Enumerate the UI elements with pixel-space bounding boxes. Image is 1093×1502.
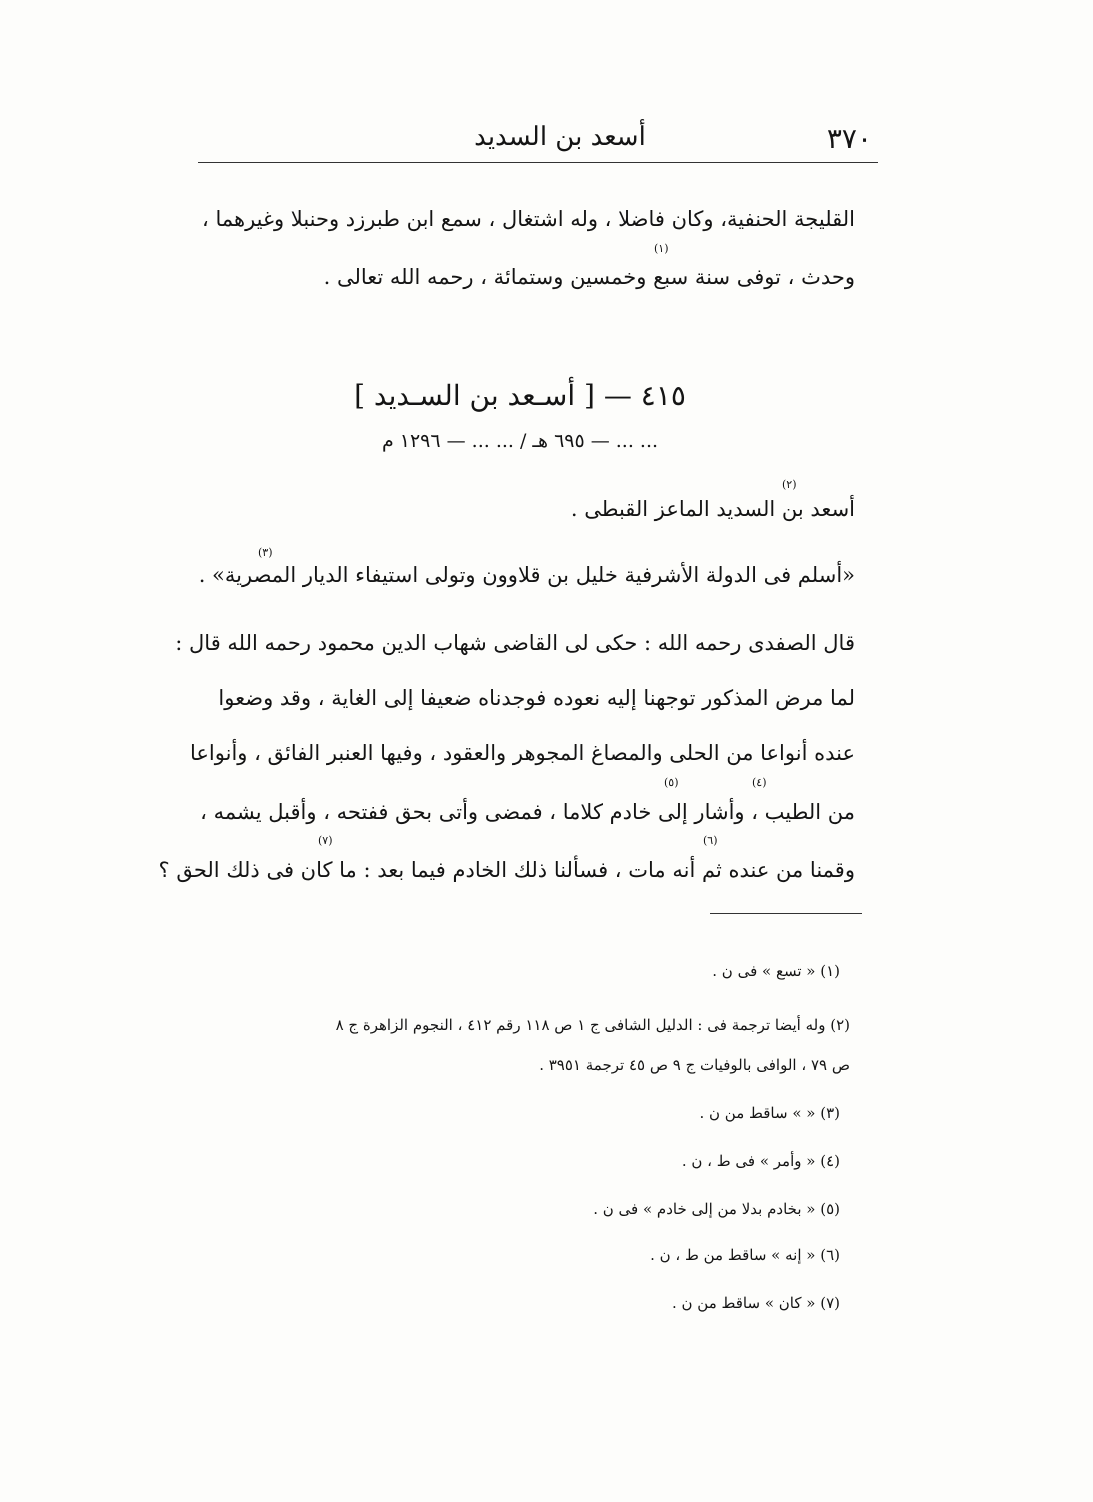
- footnote-ref: (٤): [752, 776, 767, 789]
- body-line: وحدث ، توفى سنة سبع وخمسين وستمائة ، رحمه الله تعالى .: [323, 265, 855, 289]
- footnote: (٢) وله أيضا ترجمة فى : الدليل الشافى ج ١ ص ١١٨ رقم ٤١٢ ، النجوم الزاهرة ج ٨: [335, 1016, 850, 1034]
- entry-heading: ٤١٥ — [ أسـعد بن السـديد ]: [354, 379, 686, 412]
- body-line: من الطيب ، وأشار إلى خادم كلاما ، فمضى وأتى بحق ففتحه ، وأقبل يشمه ،: [200, 800, 855, 824]
- name-line: أسعد بن السديد الماعز القبطى .: [570, 497, 855, 521]
- footnote: ص ٧٩ ، الوافى بالوفيات ج ٩ ص ٤٥ ترجمة ٣٩٥١ .: [539, 1056, 850, 1074]
- footnote: (٤) « وأمر » فى ط ، ن .: [681, 1152, 840, 1170]
- body-line: وقمنا من عنده ثم أنه مات ، فسألنا ذلك الخادم فيما بعد : ما كان فى ذلك الحق ؟: [158, 858, 855, 882]
- body-line: قال الصفدى رحمه الله : حكى لى القاضى شهاب الدين محمود رحمه الله قال :: [175, 631, 855, 655]
- header-rule: [198, 162, 878, 163]
- body-line: لما مرض المذكور توجهنا إليه نعوده فوجدناه ضعيفا إلى الغاية ، وقد وضعوا: [218, 686, 855, 710]
- footnote-ref: (٥): [664, 776, 679, 789]
- page-number: ٣٧٠: [826, 122, 872, 155]
- running-title: أسعد بن السديد: [474, 122, 646, 152]
- footnote-ref: (٧): [318, 834, 333, 847]
- footnote: (١) « تسع » فى ن .: [712, 962, 840, 980]
- footnote-ref: (١): [654, 242, 669, 255]
- footnote: (٣) « » ساقط من ن .: [699, 1104, 840, 1122]
- body-line: القليجة الحنفية، وكان فاضلا ، وله اشتغال ، سمع ابن طبرزد وحنبلا وغيرهما ،: [202, 207, 855, 231]
- footnote: (٧) « كان » ساقط من ن .: [671, 1294, 840, 1312]
- footnote: (٦) « إنه » ساقط من ط ، ن .: [650, 1246, 840, 1264]
- footnote-ref: (٢): [782, 478, 797, 491]
- footnote-ref: (٦): [703, 834, 718, 847]
- body-line: عنده أنواعا من الحلى والمصاغ المجوهر والعقود ، وفيها العنبر الفائق ، وأنواعا: [189, 741, 855, 765]
- entry-dates: ... ... — ٦٩٥ هـ / ... ... — ١٢٩٦ م: [381, 430, 659, 452]
- footnote: (٥) « بخادم بدلا من إلى خادم » فى ن .: [593, 1200, 840, 1218]
- quote-line: «أسلم فى الدولة الأشرفية خليل بن قلاوون وتولى استيفاء الديار المصرية» .: [198, 563, 855, 587]
- footnote-rule: [710, 913, 862, 914]
- footnote-ref: (٣): [258, 546, 273, 559]
